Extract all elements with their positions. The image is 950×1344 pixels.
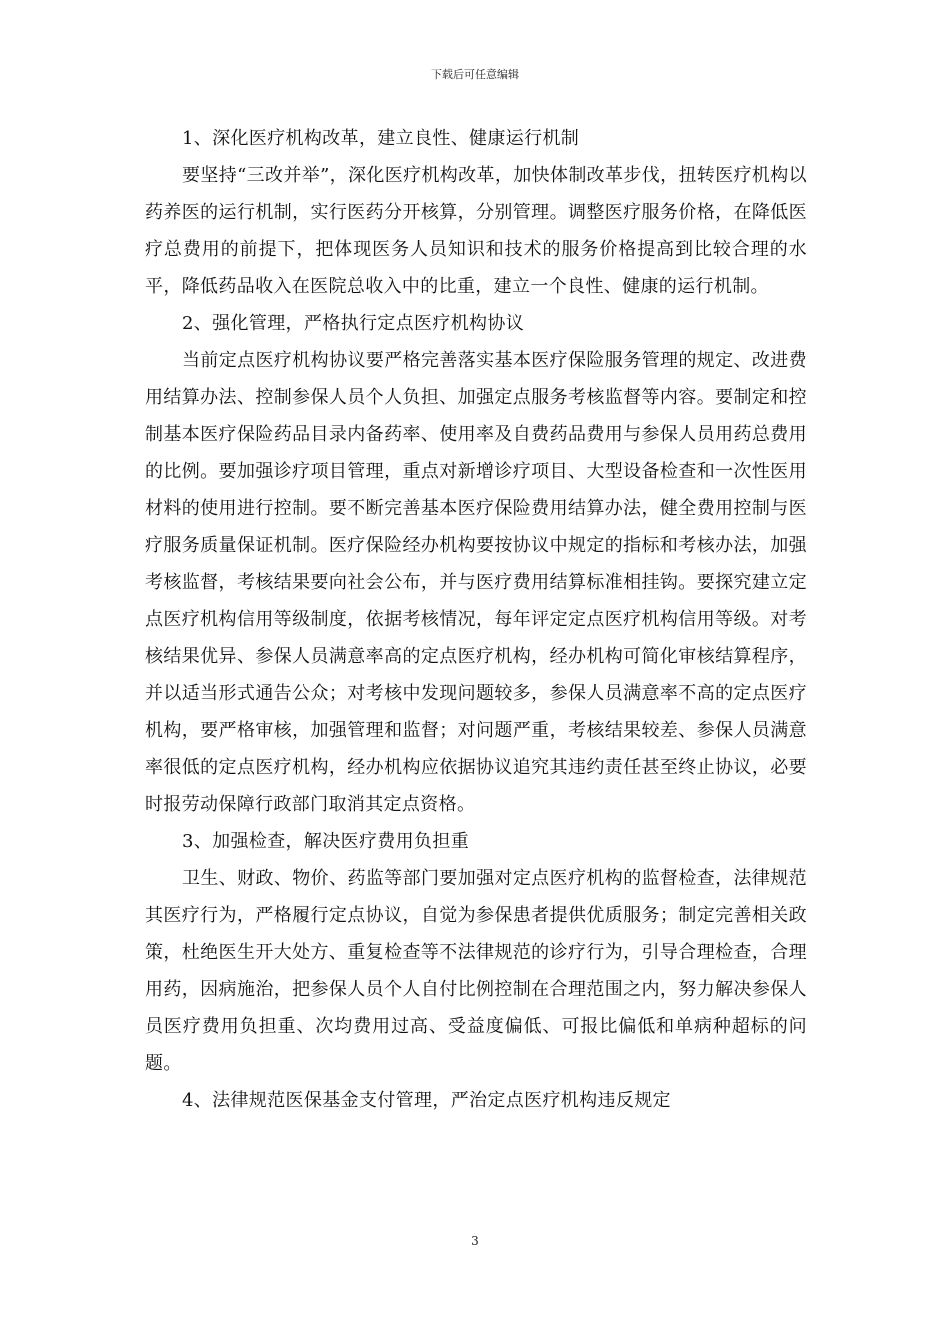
body-paragraph-3: 卫生、财政、物价、药监等部门要加强对定点医疗机构的监督检查，法律规范其医疗行为，严格履行定点协议，自觉为参保患者提供优质服务；制定完善相关政策，杜绝医生开大处方、重复检查等不法律规范的诊疗行为，引导合理检查，合理用药，因病施治，把参保人员个人自付比例控制在合理范围之内，努力解决参保人员医疗费用负担重、次均费用过高、受益度偏低、可报比偏低和单病种超标的问题。	[145, 868, 807, 1074]
page-header: 下载后可任意编辑	[431, 68, 519, 81]
section-heading-3: 3、加强检查，解决医疗费用负担重	[182, 831, 470, 852]
page-number: 3	[471, 1234, 479, 1248]
section-heading-4: 4、法律规范医保基金支付管理，严治定点医疗机构违反规定	[182, 1090, 671, 1111]
body-paragraph-2: 当前定点医疗机构协议要严格完善落实基本医疗保险服务管理的规定、改进费用结算办法、控制参保人员个人负担、加强定点服务考核监督等内容。要制定和控制基本医疗保险药品目录内备药率、使用率及自费药品费用与参保人员用药总费用的比例。要加强诊疗项目管理，重点对新增诊疗项目、大型设备检查和一次性医用材料的使用进行控制。要不断完善基本医疗保险费用结算办法，健全费用控制与医疗服务质量保证机制。医疗保险经办机构要按协议中规定的指标和考核办法，加强考核监督，考核结果要向社会公布，并与医疗费用结算标准相挂钩。要探究建立定点医疗机构信用等级制度，依据考核情况，每年评定定点医疗机构信用等级。对考核结果优异、参保人员满意率高的定点医疗机构，经办机构可简化审核结算程序，并以适当形式通告公众；对考核中发现问题较多，参保人员满意率不高的定点医疗机构，要严格审核，加强管理和监督；对问题严重，考核结果较差、参保人员满意率很低的定点医疗机构，经办机构应依据协议追究其违约责任甚至终止协议，必要时报劳动保障行政部门取消其定点资格。	[145, 350, 807, 815]
body-paragraph-1: 要坚持“三改并举”，深化医疗机构改革，加快体制改革步伐，扭转医疗机构以药养医的运行机制，实行医药分开核算，分别管理。调整医疗服务价格，在降低医疗总费用的前提下，把体现医务人员知识和技术的服务价格提高到比较合理的水平，降低药品收入在医院总收入中的比重，建立一个良性、健康的运行机制。	[145, 165, 807, 297]
document-body	[145, 120, 807, 1119]
section-heading-2: 2、强化管理，严格执行定点医疗机构协议	[182, 313, 525, 334]
section-heading-1: 1、深化医疗机构改革，建立良性、健康运行机制	[182, 128, 580, 149]
